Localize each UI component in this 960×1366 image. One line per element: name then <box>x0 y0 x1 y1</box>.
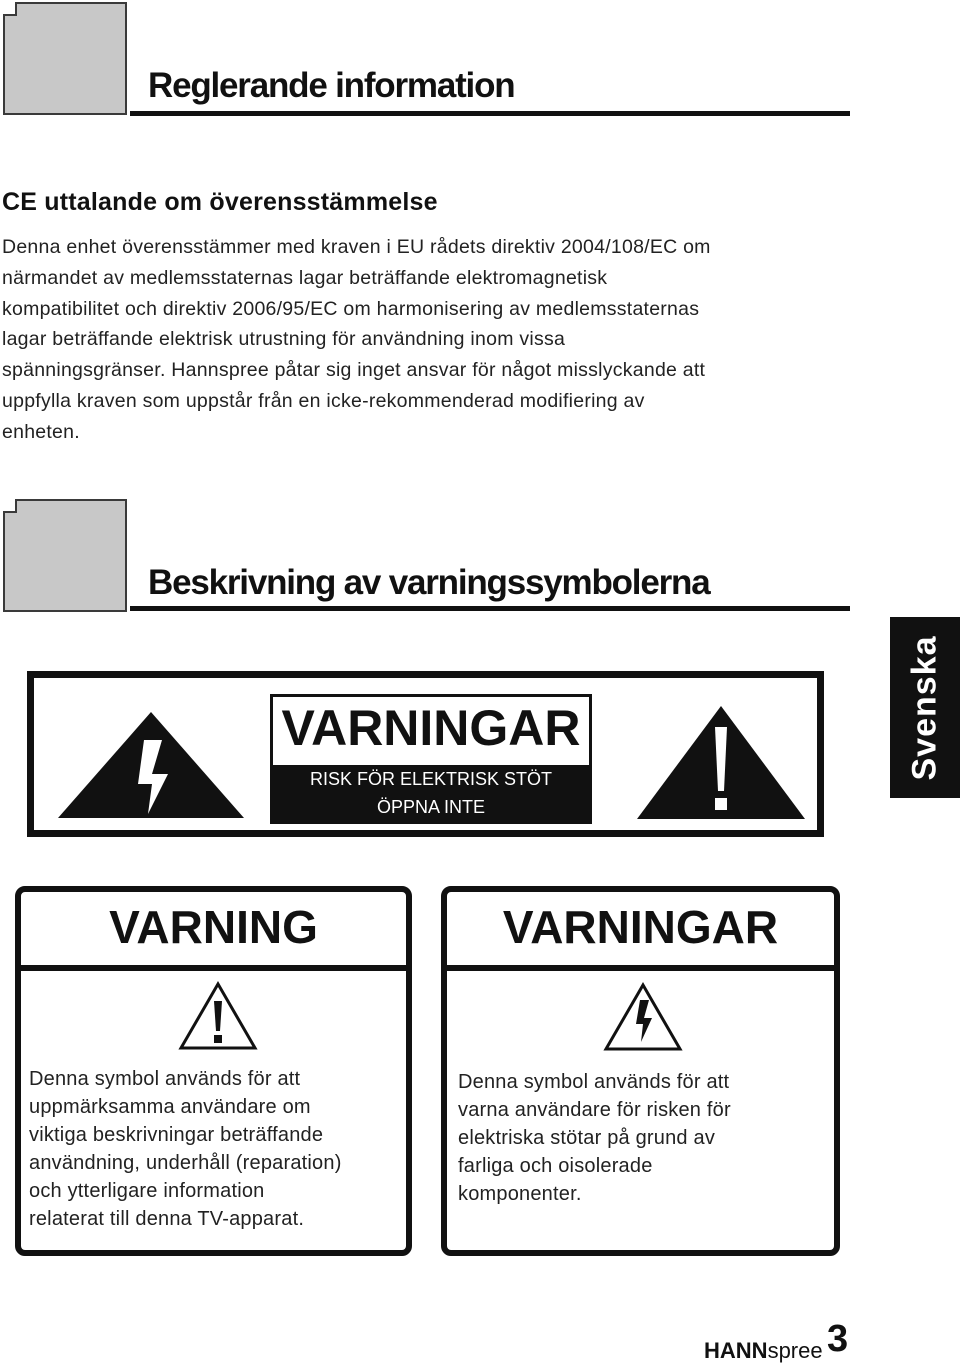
section-tab-graphic <box>3 2 127 115</box>
section-title-warning-symbols: Beskrivning av varningssymbolerna <box>148 563 710 602</box>
warning-banner <box>27 671 824 837</box>
card-line: viktiga beskrivningar beträffande <box>29 1124 324 1146</box>
page-number: 3 <box>827 1318 849 1360</box>
ce-line: enheten. <box>2 420 80 443</box>
language-tab <box>890 617 960 798</box>
card-line: farliga och oisolerade <box>458 1155 653 1177</box>
exclamation-warning-icon <box>636 705 806 820</box>
card-line: relaterat till denna TV-apparat. <box>29 1208 305 1230</box>
card-varningar <box>441 886 840 1256</box>
card-description <box>458 1068 731 1208</box>
ce-line: närmandet av medlemsstaternas lagar beträffande elektromagnetisk <box>2 266 608 289</box>
banner-line: ÖPPNA INTE <box>376 797 486 817</box>
card-line: komponenter. <box>458 1183 582 1205</box>
ce-line: Denna enhet överensstämmer med kraven i EU rådets direktiv 2004/108/EC om <box>2 236 711 258</box>
section-tab-graphic <box>3 499 127 612</box>
lightning-warning-icon <box>603 982 683 1052</box>
lightning-warning-icon <box>56 710 246 820</box>
card-title-rule <box>21 965 406 971</box>
banner-title: VARNINGAR <box>281 700 581 756</box>
section-title-rule <box>130 606 850 611</box>
section-title-rule <box>130 111 850 116</box>
card-title: VARNINGAR <box>502 901 779 953</box>
ce-line: kompatibilitet och direktiv 2006/95/EC om harmonisering av medlemsstaternas <box>2 297 700 320</box>
card-line: och ytterligare information <box>29 1180 265 1202</box>
ce-line: uppfylla kraven som uppstår från en icke-rekommenderad modifiering av <box>2 389 645 412</box>
brand-logo <box>704 1338 823 1364</box>
language-tab-label: Svenska <box>905 635 944 780</box>
ce-line: lagar beträffande elektrisk utrustning för användning inom vissa <box>2 328 566 351</box>
exclamation-warning-icon <box>178 981 258 1051</box>
brand-rest: spree <box>767 1338 823 1363</box>
card-description <box>29 1065 342 1233</box>
card-line: Denna symbol används för att <box>458 1071 730 1093</box>
varningar-panel <box>270 694 592 824</box>
card-line: Denna symbol används för att <box>29 1068 301 1090</box>
card-line: uppmärksamma användare om <box>29 1096 311 1118</box>
card-line: varna användare för risken för <box>458 1099 731 1121</box>
banner-line: RISK FÖR ELEKTRISK STÖT <box>309 769 553 789</box>
ce-line: spänningsgränser. Hannspree påtar sig inget ansvar för något misslyckande att <box>2 359 706 382</box>
section-title-regulatory: Reglerande information <box>148 66 515 105</box>
card-title-rule <box>447 965 834 971</box>
ce-paragraph <box>2 232 872 448</box>
card-line: elektriska stötar på grund av <box>458 1127 716 1149</box>
ce-heading: CE uttalande om överensstämmelse <box>2 188 438 216</box>
card-title: VARNING <box>109 901 318 953</box>
card-varning <box>15 886 412 1256</box>
banner-strip <box>273 765 589 821</box>
card-line: användning, underhåll (reparation) <box>29 1152 342 1174</box>
brand-bold: HANN <box>704 1338 768 1363</box>
